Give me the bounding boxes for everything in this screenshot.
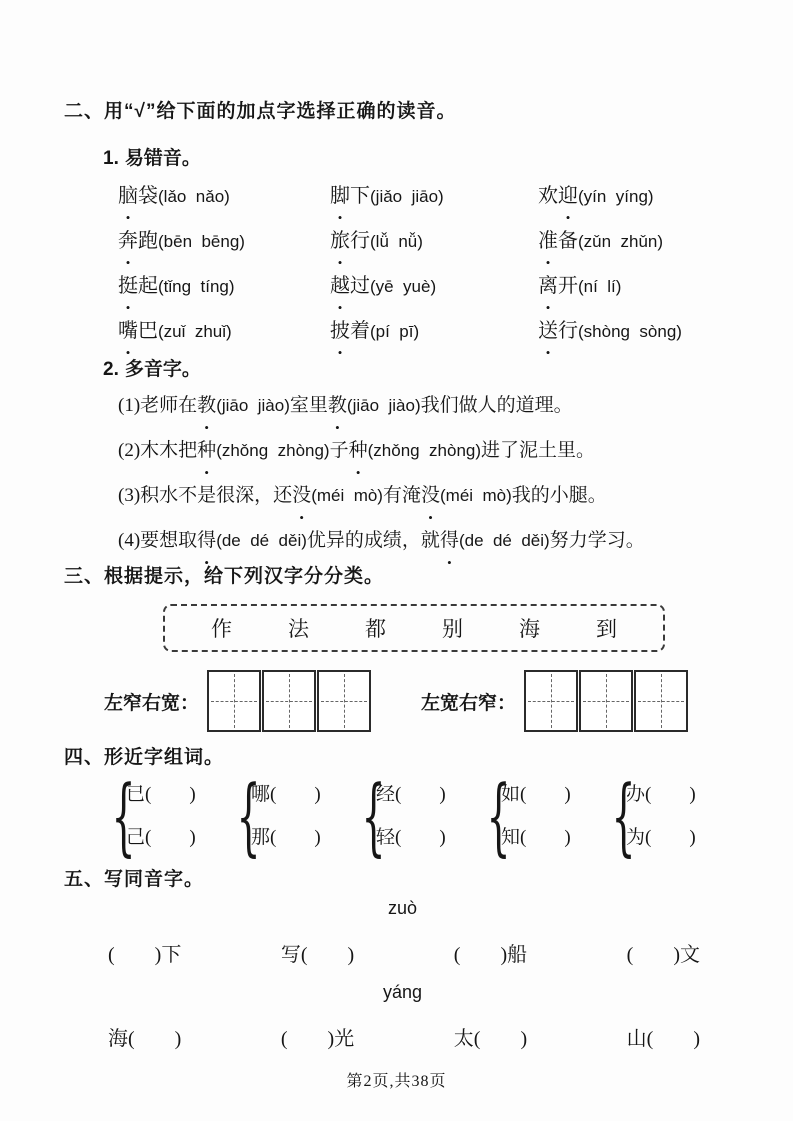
pinyin-options: (shòng sòng): [578, 322, 682, 341]
pair-bottom: 轻( ): [376, 827, 446, 848]
word-item: [330, 271, 538, 302]
sentence-item: [118, 391, 778, 421]
pinyin-options: (jiǎo jiāo): [370, 187, 444, 206]
section-5-heading: [64, 864, 204, 891]
section-4-heading: [64, 742, 224, 769]
grid-dashed-horizontal: [528, 701, 574, 702]
brace-icon: {: [611, 767, 636, 865]
homophone-pinyin-yang: yáng: [382, 982, 423, 1002]
subsection-2-title: 多音字。: [124, 359, 201, 380]
section-4-number: 四、: [64, 747, 105, 768]
bank-char: 别: [442, 617, 463, 641]
sentence-item: [118, 526, 778, 556]
brace-icon: {: [361, 767, 386, 865]
sentence-text: 我的小腿。: [511, 485, 607, 506]
sentence-number: (3): [118, 485, 141, 506]
pinyin-options: (méi mò): [311, 486, 383, 505]
sentence-text: 要想取: [140, 530, 198, 551]
sentence-number: (1): [118, 395, 141, 416]
section-5-title: 写同音字。: [104, 869, 205, 890]
brace-icon: {: [486, 767, 511, 865]
left-narrow-right-wide-label: 左窄右宽：: [104, 693, 200, 714]
pinyin-options: (yín yíng): [578, 187, 654, 206]
sentence-text: 我们做人的道理。: [420, 395, 573, 416]
bank-char: 都: [365, 617, 386, 641]
grid-dashed-horizontal: [266, 701, 312, 702]
sentence-text: 老师在: [140, 395, 198, 416]
word-item: [538, 226, 758, 257]
bank-char: 法: [288, 617, 309, 641]
word-item: [538, 316, 758, 347]
word-text: 行: [558, 320, 578, 342]
section-2-heading: [64, 96, 456, 123]
brace-icon: {: [236, 767, 261, 865]
writing-grid-cell[interactable]: [262, 670, 316, 732]
sentence-text: 室里: [289, 395, 328, 416]
pronunciation-words-grid: [118, 181, 758, 347]
pair-bottom: 知( ): [501, 827, 571, 848]
pinyin-options: (lǚ nǚ): [370, 232, 423, 251]
pinyin-options: (ní lí): [578, 277, 622, 296]
sentence-item: [118, 436, 778, 466]
word-text: 袋: [138, 185, 158, 207]
dotted-char: 没: [420, 485, 440, 506]
pair-top: 哪( ): [251, 784, 321, 805]
subsection-1-number: 1.: [103, 148, 119, 169]
sentence-number: (2): [118, 440, 141, 461]
sentence-text: 努力学习。: [549, 530, 645, 551]
pinyin-options: (zǔn zhǔn): [578, 232, 664, 251]
word-text: 过: [350, 275, 370, 297]
homophone-blank: 山( ): [626, 1028, 700, 1050]
bank-char: 作: [211, 617, 232, 641]
homophone-row-yang: [108, 1022, 700, 1051]
pinyin-options: (yē yuè): [370, 277, 437, 296]
similar-char-pair: [231, 767, 321, 865]
pinyin-options: (jiāo jiào): [216, 396, 290, 415]
similar-char-pair: [106, 767, 196, 865]
dotted-char: 迎: [558, 185, 578, 207]
pinyin-options: (lǎo nǎo): [158, 187, 230, 206]
polyphone-sentences: [118, 391, 778, 571]
pair-bottom: 为( ): [626, 827, 696, 848]
sentence-number: (4): [118, 530, 141, 551]
homophone-row-zuo: [108, 938, 700, 967]
dotted-char: 奔: [118, 230, 138, 252]
pinyin-options: (zuǐ zhuǐ): [158, 322, 232, 341]
word-item: [538, 181, 758, 212]
writing-grid-cell[interactable]: [207, 670, 261, 732]
word-text: 开: [558, 275, 578, 297]
grid-dashed-horizontal: [583, 701, 629, 702]
grid-dashed-horizontal: [211, 701, 257, 702]
character-bank-box: [163, 604, 665, 652]
dotted-char: 种: [348, 440, 368, 461]
dotted-char: 送: [538, 320, 558, 342]
similar-char-pair: [356, 767, 446, 865]
word-text: 巴: [138, 320, 158, 342]
sentence-text: 进了泥土里。: [481, 440, 596, 461]
dotted-char: 披: [330, 320, 350, 342]
section-5-number: 五、: [64, 869, 105, 890]
left-wide-right-narrow-label: 左宽右窄：: [421, 693, 517, 714]
similar-char-pair: [481, 767, 571, 865]
pinyin-options: (bēn bēng): [158, 232, 245, 251]
word-item: [330, 226, 538, 257]
word-item: [118, 271, 330, 302]
homophone-blank: ( )光: [280, 1028, 355, 1050]
homophone-pinyin-zuo: zuò: [387, 898, 418, 918]
word-text: 跑: [138, 230, 158, 252]
dotted-char: 脚: [330, 185, 350, 207]
word-text: 备: [558, 230, 578, 252]
pinyin-options: (de dé děi): [458, 531, 550, 550]
subsection-2-number: 2.: [103, 359, 119, 380]
homophone-blank: 写( ): [280, 944, 355, 966]
pinyin-options: (de dé děi): [216, 531, 307, 550]
sentence-text: 木木把: [140, 440, 198, 461]
dotted-char: 教: [327, 395, 347, 416]
homophone-blank: ( )文: [626, 944, 700, 966]
grid-dashed-horizontal: [638, 701, 684, 702]
subsection-1-heading: [103, 143, 201, 170]
dotted-char: 旅: [330, 230, 350, 252]
section-3-title: 根据提示，给下列汉字分分类。: [104, 566, 385, 587]
section-4-title: 形近字组词。: [104, 747, 225, 768]
word-text: 行: [350, 230, 370, 252]
homophone-blank: 太( ): [453, 1028, 528, 1050]
sentence-text: 有淹: [382, 485, 421, 506]
homophone-blank: 海( ): [108, 1028, 182, 1050]
section-2-number: 二、: [64, 101, 105, 122]
pair-bottom: 己( ): [126, 827, 196, 848]
dotted-char: 教: [197, 395, 217, 416]
sentence-item: [118, 481, 778, 511]
dotted-char: 离: [538, 275, 558, 297]
section-3-heading: [64, 561, 384, 588]
sentence-text: 子: [329, 440, 349, 461]
word-text: 下: [350, 185, 370, 207]
pair-top: 经( ): [376, 784, 446, 805]
homophone-blank: ( )船: [453, 944, 528, 966]
homophone-blank: ( )下: [108, 944, 182, 966]
writing-grid-cell[interactable]: [634, 670, 688, 732]
dotted-char: 没: [292, 485, 312, 506]
dotted-char: 得: [197, 530, 217, 551]
dotted-char: 准: [538, 230, 558, 252]
bank-char: 海: [519, 617, 540, 641]
section-3-number: 三、: [64, 566, 105, 587]
pinyin-options: (tǐng tíng): [158, 277, 235, 296]
pair-top: 已( ): [126, 784, 196, 805]
bank-char: 到: [596, 617, 617, 641]
writing-grid-cell[interactable]: [317, 670, 371, 732]
dotted-char: 种: [197, 440, 217, 461]
writing-grid-cell[interactable]: [579, 670, 633, 732]
subsection-2-heading: [103, 354, 201, 381]
word-item: [118, 226, 330, 257]
word-item: [330, 316, 538, 347]
pinyin-options: (zhǒng zhòng): [367, 441, 482, 460]
word-text: 欢: [538, 185, 558, 207]
dotted-char: 得: [439, 530, 459, 551]
dotted-char: 脑: [118, 185, 138, 207]
word-text: 着: [350, 320, 370, 342]
pinyin-options: (méi mò): [440, 486, 512, 505]
section-2-title: 用“√”给下面的加点字选择正确的读音。: [104, 101, 457, 122]
word-item: [538, 271, 758, 302]
pinyin-options: (pí pī): [370, 322, 420, 341]
pair-top: 办( ): [626, 784, 696, 805]
word-item: [330, 181, 538, 212]
dotted-char: 嘴: [118, 320, 138, 342]
brace-icon: {: [111, 767, 136, 865]
writing-grid-cell[interactable]: [524, 670, 578, 732]
page-number-footer: 第2页,共38页: [346, 1073, 447, 1090]
subsection-1-title: 易错音。: [124, 148, 201, 169]
similar-char-pair: [606, 767, 696, 865]
sentence-text: 积水不是很深，还: [140, 485, 293, 506]
sentence-text: 优异的成绩，就: [306, 530, 440, 551]
grid-dashed-horizontal: [321, 701, 367, 702]
pair-top: 如( ): [501, 784, 571, 805]
word-text: 起: [138, 275, 158, 297]
pinyin-options: (zhǒng zhòng): [216, 441, 330, 460]
dotted-char: 越: [330, 275, 350, 297]
pinyin-options: (jiāo jiào): [346, 396, 421, 415]
pair-bottom: 那( ): [251, 827, 321, 848]
dotted-char: 挺: [118, 275, 138, 297]
word-item: [118, 181, 330, 212]
word-item: [118, 316, 330, 347]
